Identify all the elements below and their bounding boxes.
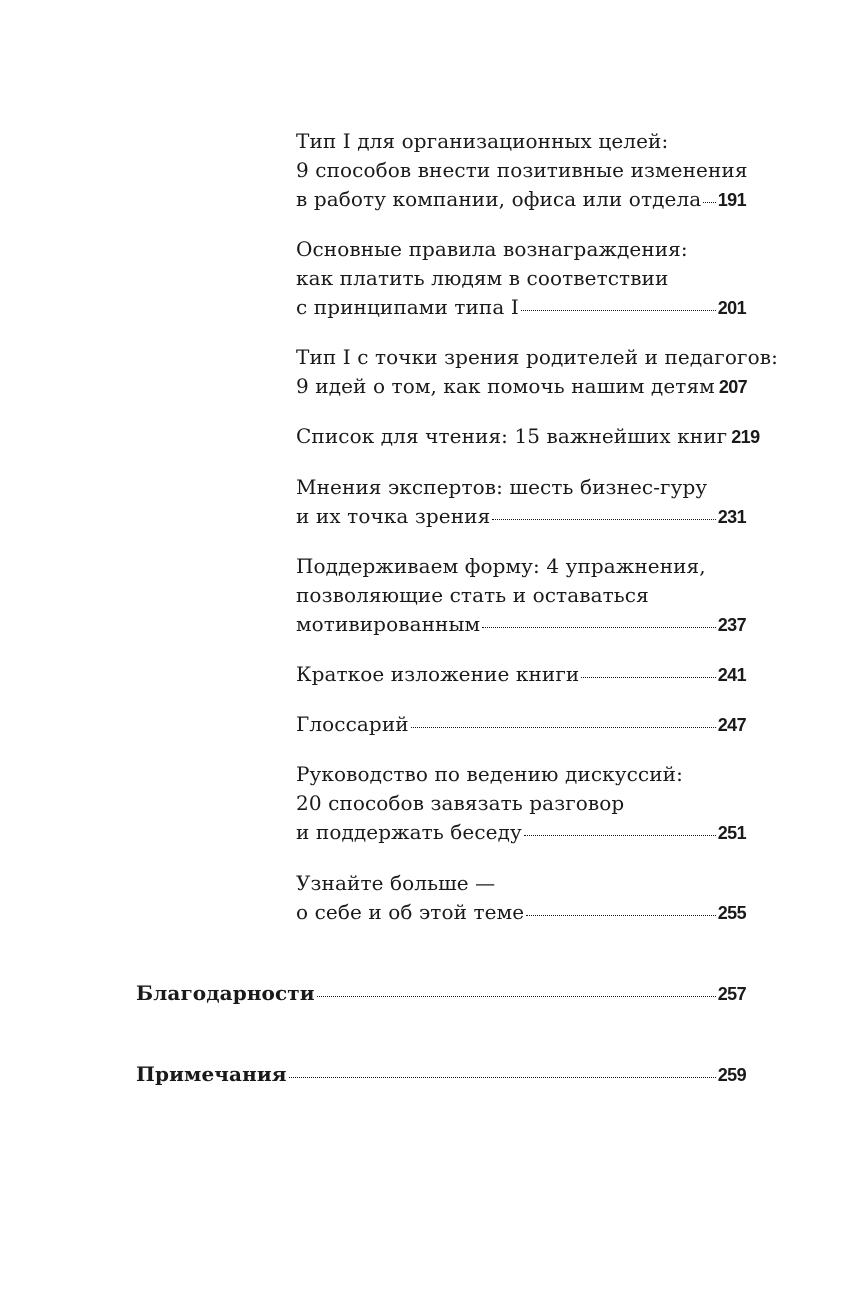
toc-entry-last-line <box>136 1060 746 1090</box>
page-number: 251 <box>717 823 746 843</box>
dot-leader <box>524 835 716 836</box>
toc-entry-line: мотивированным <box>296 612 481 636</box>
toc-entry-line: и их точка зрения <box>296 504 491 528</box>
dot-leader <box>703 202 715 203</box>
toc-entry-line: с принципами типа I <box>296 295 519 319</box>
page-number: 191 <box>717 190 746 210</box>
page-number: 201 <box>717 298 746 318</box>
page-number: 219 <box>731 427 760 447</box>
toc-entry <box>296 552 746 640</box>
toc-entry-last-line <box>296 422 760 452</box>
dot-leader <box>482 627 716 628</box>
toc-entry <box>296 760 746 848</box>
toc-entry-line: Список для чтения: 15 важнейших книг <box>296 424 728 448</box>
toc-entry-line: Мнения экспертов: шесть бизнес-гуру <box>296 475 708 499</box>
toc-section-notes <box>136 1060 746 1090</box>
toc-entry-line: в работу компании, офиса или отдела <box>296 187 702 211</box>
dot-leader <box>526 915 716 916</box>
toc-entry-line: Тип I с точки зрения родителей и педагогов: <box>296 345 778 369</box>
page-number: 237 <box>717 615 746 635</box>
dot-leader <box>581 677 715 678</box>
toc-entry <box>296 710 746 740</box>
toc-entry-line: Глоссарий <box>296 712 409 736</box>
toc-entry-last-line <box>296 898 746 928</box>
toc-entry-line: Узнайте больше — <box>296 871 496 895</box>
toc-entry-last-line <box>296 293 746 323</box>
toc-entry-line: Основные правила вознаграждения: <box>296 237 688 261</box>
toc-entry-last-line <box>296 185 746 215</box>
toc-entry <box>296 660 746 690</box>
toc-entry-last-line <box>296 502 746 532</box>
dot-leader <box>289 1077 716 1078</box>
toc-section-acknowledgements <box>136 979 746 1009</box>
page-number: 247 <box>717 715 746 735</box>
dot-leader <box>317 996 716 997</box>
page-number: 231 <box>717 507 746 527</box>
toc-entry-line: 9 способов внести позитивные изменения <box>296 158 748 182</box>
toc-entry <box>296 343 778 402</box>
dot-leader <box>521 310 716 311</box>
page-number: 207 <box>718 377 748 397</box>
dot-leader <box>492 519 715 520</box>
toc-entry-line: как платить людям в соответствии <box>296 266 669 290</box>
toc-entry-line: 9 идей о том, как помочь нашим детям <box>296 374 715 398</box>
toc-entry-line: 20 способов завязать разговор <box>296 791 625 815</box>
toc-entry-line: о себе и об этой теме <box>296 900 525 924</box>
toc-entry-line: позволяющие стать и оставаться <box>296 583 649 607</box>
toc-entry <box>296 235 746 323</box>
toc-entry <box>296 473 746 532</box>
page-number: 255 <box>717 903 746 923</box>
toc-entry <box>296 422 760 452</box>
toc-entry-last-line <box>296 660 746 690</box>
toc-entry-last-line <box>296 818 746 848</box>
toc-entry-line: и поддержать беседу <box>296 820 522 844</box>
page-number: 241 <box>717 665 746 685</box>
toc-entry <box>296 869 746 928</box>
page-number: 257 <box>717 984 746 1004</box>
dot-leader <box>411 727 716 728</box>
toc-entry-line: Руководство по ведению дискуссий: <box>296 762 683 786</box>
toc-entry-last-line <box>296 710 746 740</box>
toc-entry <box>296 127 746 215</box>
toc-entry-line: Краткое изложение книги <box>296 662 580 686</box>
toc-entry-line: Тип I для организационных целей: <box>296 129 669 153</box>
toc-entry-last-line <box>296 372 746 402</box>
page-number: 259 <box>717 1065 746 1085</box>
toc-entry-last-line <box>136 979 746 1009</box>
toc-entry-last-line <box>296 610 746 640</box>
section-title: Благодарности <box>136 981 315 1005</box>
section-title: Примечания <box>136 1062 287 1086</box>
toc-entry-line: Поддерживаем форму: 4 упражнения, <box>296 554 706 578</box>
